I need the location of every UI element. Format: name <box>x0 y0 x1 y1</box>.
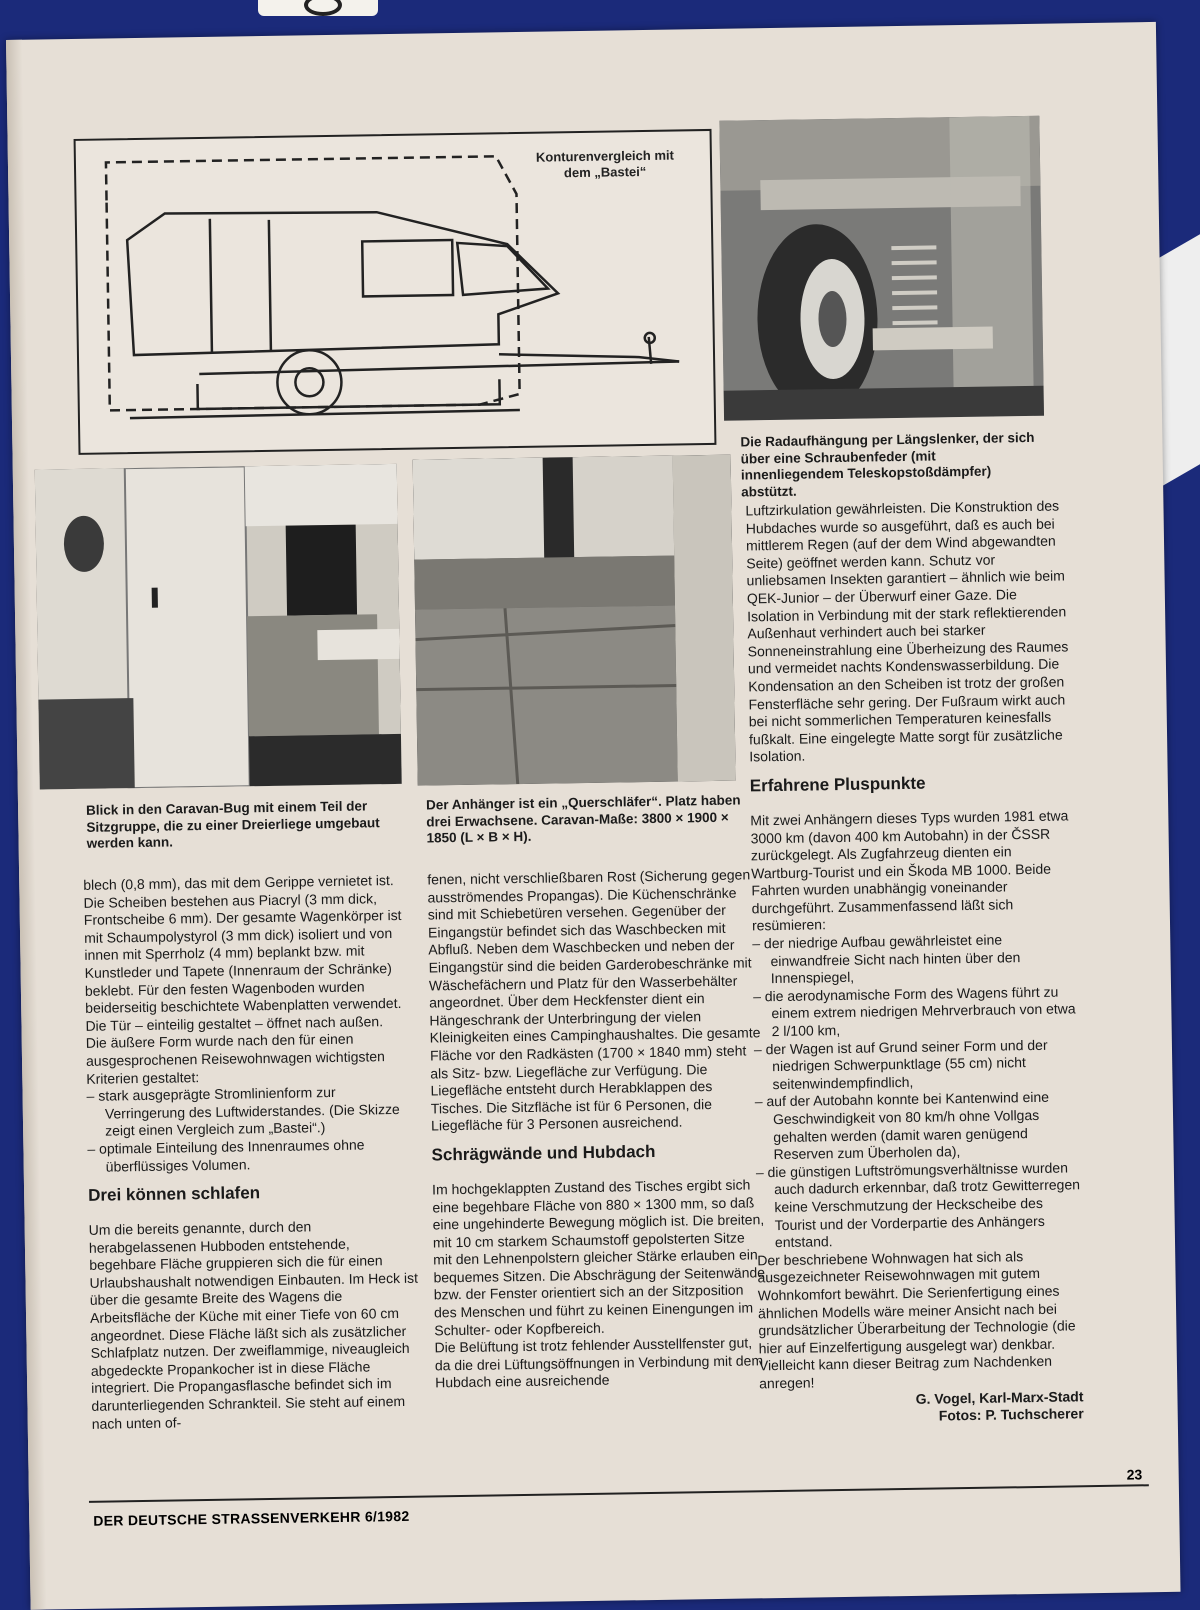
page-spine-shadow <box>6 40 47 1610</box>
caravan-wheel <box>277 350 342 415</box>
bed-caption: Der Anhänger ist ein „Querschläfer“. Platz haben drei Erwachsene. Caravan-Maße: 3800 × 1900 × 1850 (L × B × H). <box>425 792 741 846</box>
paragraph: Die Scheiben bestehen aus Piacryl (3 mm dick, Frontscheibe 6 mm). Der gesamte Wagenkörper ist mit Schaumpolystyrol (3 mm dick) isoliert und von innen mit Sperrholz (4 mm) beplankt bzw. mit Kunstleder und Tapete (Innenraum der Schränke) beklebt. Für den festen Wagenboden wurden beiderseitig beschichtete Wabenplatten verwendet. Die Tür – einteilig gestaltet – öffnet nach außen. <box>83 889 402 1034</box>
suspension-illustration <box>719 116 1044 421</box>
list-item: – auf der Autobahn konnte bei Kantenwind eine Geschwindigkeit von 80 km/h ohne Vollgas gehalten werden (damit waren genügend Reserven zum Überholen da), <box>754 1089 1050 1163</box>
caravan-bug-photo <box>35 464 402 790</box>
paragraph: Die Belüftung ist trotz fehlender Ausstellfenster gut, da die drei Lüftungsöffnungen in Verbindung mit dem Hubdach eine ausreichende <box>434 1334 764 1391</box>
paragraph: Die äußere Form wurde nach den für einen ausgesprochenen Reisewohnwagen wichtigsten Kriterien gestaltet: <box>85 1031 386 1087</box>
list-item: – stark ausgeprägte Stromlinienform zur Verringerung des Luftwiderstandes. (Die Skizze zeigt einen Vergleich zum „Bastei“.) <box>86 1084 400 1139</box>
paragraph: Vielleicht kann dieser Beitrag zum Nachdenken anregen! <box>758 1353 1053 1392</box>
tape-strip <box>258 0 378 16</box>
bed-illustration <box>413 455 736 786</box>
interior-seating-illustration <box>35 464 402 790</box>
section-heading: Drei können schlafen <box>88 1183 261 1205</box>
paragraph: fenen, nicht verschließbaren Rost (Sicherung gegen ausströmendes Propangas). Die Küchenschränke sind mit Schiebetüren versehen. Gegenüber der Eingangstür befindet sich das Waschbecken mit Abfluß. Neben dem Waschbecken und neben der Eingangstür sind die beiden Garderobeschränke mit Wäschefächern und Platz für den Wasserbehälter angeordnet. Über dem Heckfenster dient ein Hängeschrank der Unterbringung der vielen Kleinigkeiten eines Campinghaushaltes. Die gesamte Fläche vor den Radkästen (1700 × 1840 mm) steht als Sitz- bzw. Liegefläche zur Verfügung. Die Liegefläche entsteht durch Herabklappen des Tisches. Die Sitzfläche ist für 6 Personen, die Liegefläche für 3 Personen ausreichend. <box>427 866 761 1134</box>
suspension-photo <box>719 116 1044 421</box>
footer-rule <box>89 1484 1149 1503</box>
page-number: 23 <box>1126 1466 1143 1483</box>
photo-credit: Fotos: P. Tuchscherer <box>938 1405 1084 1424</box>
list-item: – der Wagen ist auf Grund seiner Form und der niedrigen Schwerpunktlage (55 cm) nicht seitenwindempfindlich, <box>753 1036 1048 1092</box>
bed-photo <box>413 455 736 786</box>
section-heading: Erfahrene Pluspunkte <box>749 773 926 796</box>
section-heading: Schrägwände und Hubdach <box>431 1141 656 1165</box>
list-item: – optimale Einteilung des Innenraumes ohne überflüssiges Volumen. <box>87 1136 365 1175</box>
paragraph: Der beschriebene Wohnwagen hat sich als ausgezeichneter Reisewohnwagen mit gutem Wohnkomfort bewährt. Die Serienfertigung eines ähnlichen Modells wäre meiner Ansicht nach bei grundsätzlicher Überarbeitung der Technologie (die hier auf Einzelfertigung ausgelegt war) denkbar. <box>757 1247 1076 1357</box>
text-column-1 <box>83 872 422 1433</box>
caravan-window-side <box>457 242 548 295</box>
list-item: – der niedrige Aufbau gewährleistet eine einwandfreie Sicht nach hinten über den Innenspiegel, <box>752 931 1021 987</box>
paragraph: Im hochgeklappten Zustand des Tisches ergibt sich eine begehbare Fläche von 880 × 1300 mm, so daß eine ungehinderte Bewegung möglich ist. Die breiten, mit 10 cm starkem Schaumstoff gepolsterten Sitze mit den Lehnenpolstern gleicher Stärke erlauben ein bequemes Sitzen. Die Abschrägung der Seitenwände bzw. der Fenster orientiert sich an der Sitzposition des Menschen und führt zu keinen Einengungen im Schulter- oder Kopfbereich. <box>431 1176 766 1339</box>
list-item: – die günstigen Luftströmungsverhältnisse wurden auch dadurch erkennbar, daß trotz Gewitterregen keine Verschmutzung der Heckscheibe des Tourist und der Vorderpartie des Anhängers entstand. <box>755 1159 1081 1251</box>
caravan-bug-caption: Blick in den Caravan-Bug mit einem Teil der Sitzgruppe, die zu einer Dreierliege umgebaut werden kann. <box>85 798 380 851</box>
paragraph: blech (0,8 mm), das mit dem Gerippe vernietet ist. <box>83 872 394 893</box>
magazine-page <box>6 22 1181 1610</box>
text-column-2 <box>427 866 769 1392</box>
contour-comparison-drawing <box>74 129 717 455</box>
paragraph: Um die bereits genannte, durch den herabgelassenen Hubboden entstehende, begehbare Fläche gruppieren sich die für einen Urlaubshaushalt notwendigen Einbauten. Im Heck ist über die gesamte Breite des Wagens die Arbeitsfläche der Küche mit einer Tiefe von 60 cm angeordnet. Diese Fläche läßt sich als zusätzlicher Schlafplatz nutzen. Der zweiflammige, niveaugleich abgedeckte Propankocher ist in diese Fläche integriert. Die Propangasflasche befindet sich im darunterliegenden Schrankteil. Sie steht auf einem nach unten of- <box>88 1218 419 1432</box>
paragraph: Luftzirkulation gewährleisten. Die Konstruktion des Hubdaches wurde so ausgeführt, daß es auch bei mittlerem Regen (auf der dem Wind abgewandten Seite) geöffnet werden kann. Schutz vor unliebsamen Insekten garantiert – ähnlich wie beim QEK-Junior – der Überwurf einer Gaze. Die Isolation in Verbindung mit der stark reflektierenden Außenhaut verhindert auch bei starker Sonneneinstrahlung eine Überheizung des Raumes und vermeidet nachts Kondenswasserbildung. Die Kondensation an den Scheiben ist trotz der großen Fensterfläche sehr gering. Der Fußraum wirkt auch bei nicht sommerlichen Temperaturen keinesfalls fußkalt. Eine eingelegte Matte sorgt für zusätzliche Isolation. <box>745 497 1069 765</box>
caravan-body <box>127 207 559 355</box>
list-item: – die aerodynamische Form des Wagens führt zu einem extrem niedrigen Mehrverbrauch von etwa 2 l/100 km, <box>752 983 1076 1040</box>
magazine-footer: DER DEUTSCHE STRASSENVERKEHR 6/1982 <box>93 1507 410 1529</box>
caravan-window-front <box>362 240 453 296</box>
drawing-caption: Konturenvergleich mit dem „Bastei“ <box>535 147 674 181</box>
author-credit: G. Vogel, Karl-Marx-Stadt <box>915 1387 1084 1407</box>
suspension-caption: Die Radaufhängung per Längslenker, der sich über eine Schraubenfeder (mit innenliegendem Teleskopstoßdämpfer) abstützt. <box>740 429 1035 500</box>
text-column-3 <box>745 497 1084 1428</box>
paragraph: Mit zwei Anhängern dieses Typs wurden 1981 etwa 3000 km (davon 400 km Autobahn) in der ČSSR zurückgelegt. Als Zugfahrzeug dienten ein Wartburg-Tourist und ein Škoda MB 1000. Beide Fahrten wurden unabhängig voneinander durchgeführt. Zusammenfassend läßt sich resümieren: <box>750 807 1069 934</box>
